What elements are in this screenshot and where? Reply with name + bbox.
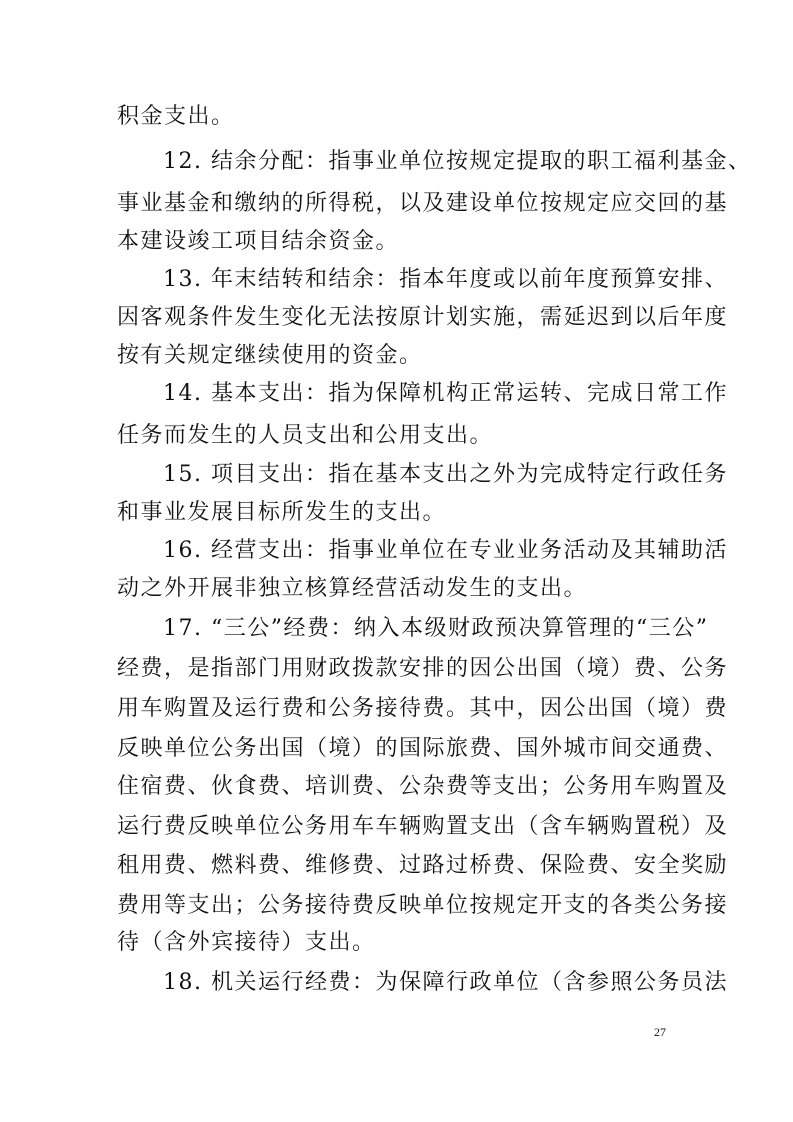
page-number: 27 <box>654 1025 666 1039</box>
text-line: 事业基金和缴纳的所得税，以及建设单位按规定应交回的基 <box>117 191 729 216</box>
text-line: 积金支出。 <box>117 104 235 129</box>
text-line: 17. “三公”经费：纳入本级财政预决算管理的“三公” <box>163 616 709 641</box>
text-line: 经费，是指部门用财政拨款安排的因公出国（境）费、公务 <box>117 656 729 681</box>
text-line: 住宿费、伙食费、培训费、公杂费等支出；公务用车购置及 <box>117 774 729 799</box>
text-line: 因客观条件发生变化无法按原计划实施，需延迟到以后年度 <box>117 305 729 330</box>
text-line: 按有关规定继续使用的资金。 <box>117 343 423 368</box>
text-line: 16. 经营支出：指事业单位在专业业务活动及其辅助活 <box>163 538 728 563</box>
text-line: 运行费反映单位公务用车车辆购置支出（含车辆购置税）及 <box>117 814 729 839</box>
text-line: 12. 结余分配：指事业单位按规定提取的职工福利基金、 <box>163 149 752 174</box>
text-line: 和事业发展目标所发生的支出。 <box>117 500 447 525</box>
text-line: 18. 机关运行经费：为保障行政单位（含参照公务员法 <box>163 970 728 995</box>
text-line: 费用等支出；公务接待费反映单位按规定开支的各类公务接 <box>117 893 729 918</box>
text-line: 13. 年末结转和结余：指本年度或以前年度预算安排、 <box>163 267 728 292</box>
text-line: 任务而发生的人员支出和公用支出。 <box>117 423 494 448</box>
text-line: 15. 项目支出：指在基本支出之外为完成特定行政任务 <box>163 462 728 487</box>
text-line: 14. 基本支出：指为保障机构正常运转、完成日常工作 <box>163 381 728 406</box>
text-line: 动之外开展非独立核算经营活动发生的支出。 <box>117 576 588 601</box>
text-line: 待（含外宾接待）支出。 <box>117 930 376 955</box>
text-line: 租用费、燃料费、维修费、过路过桥费、保险费、安全奖励 <box>117 853 729 878</box>
text-line: 反映单位公务出国（境）的国际旅费、国外城市间交通费、 <box>117 736 729 761</box>
text-line: 用车购置及运行费和公务接待费。其中，因公出国（境）费 <box>117 696 729 721</box>
text-line: 本建设竣工项目结余资金。 <box>117 229 400 254</box>
